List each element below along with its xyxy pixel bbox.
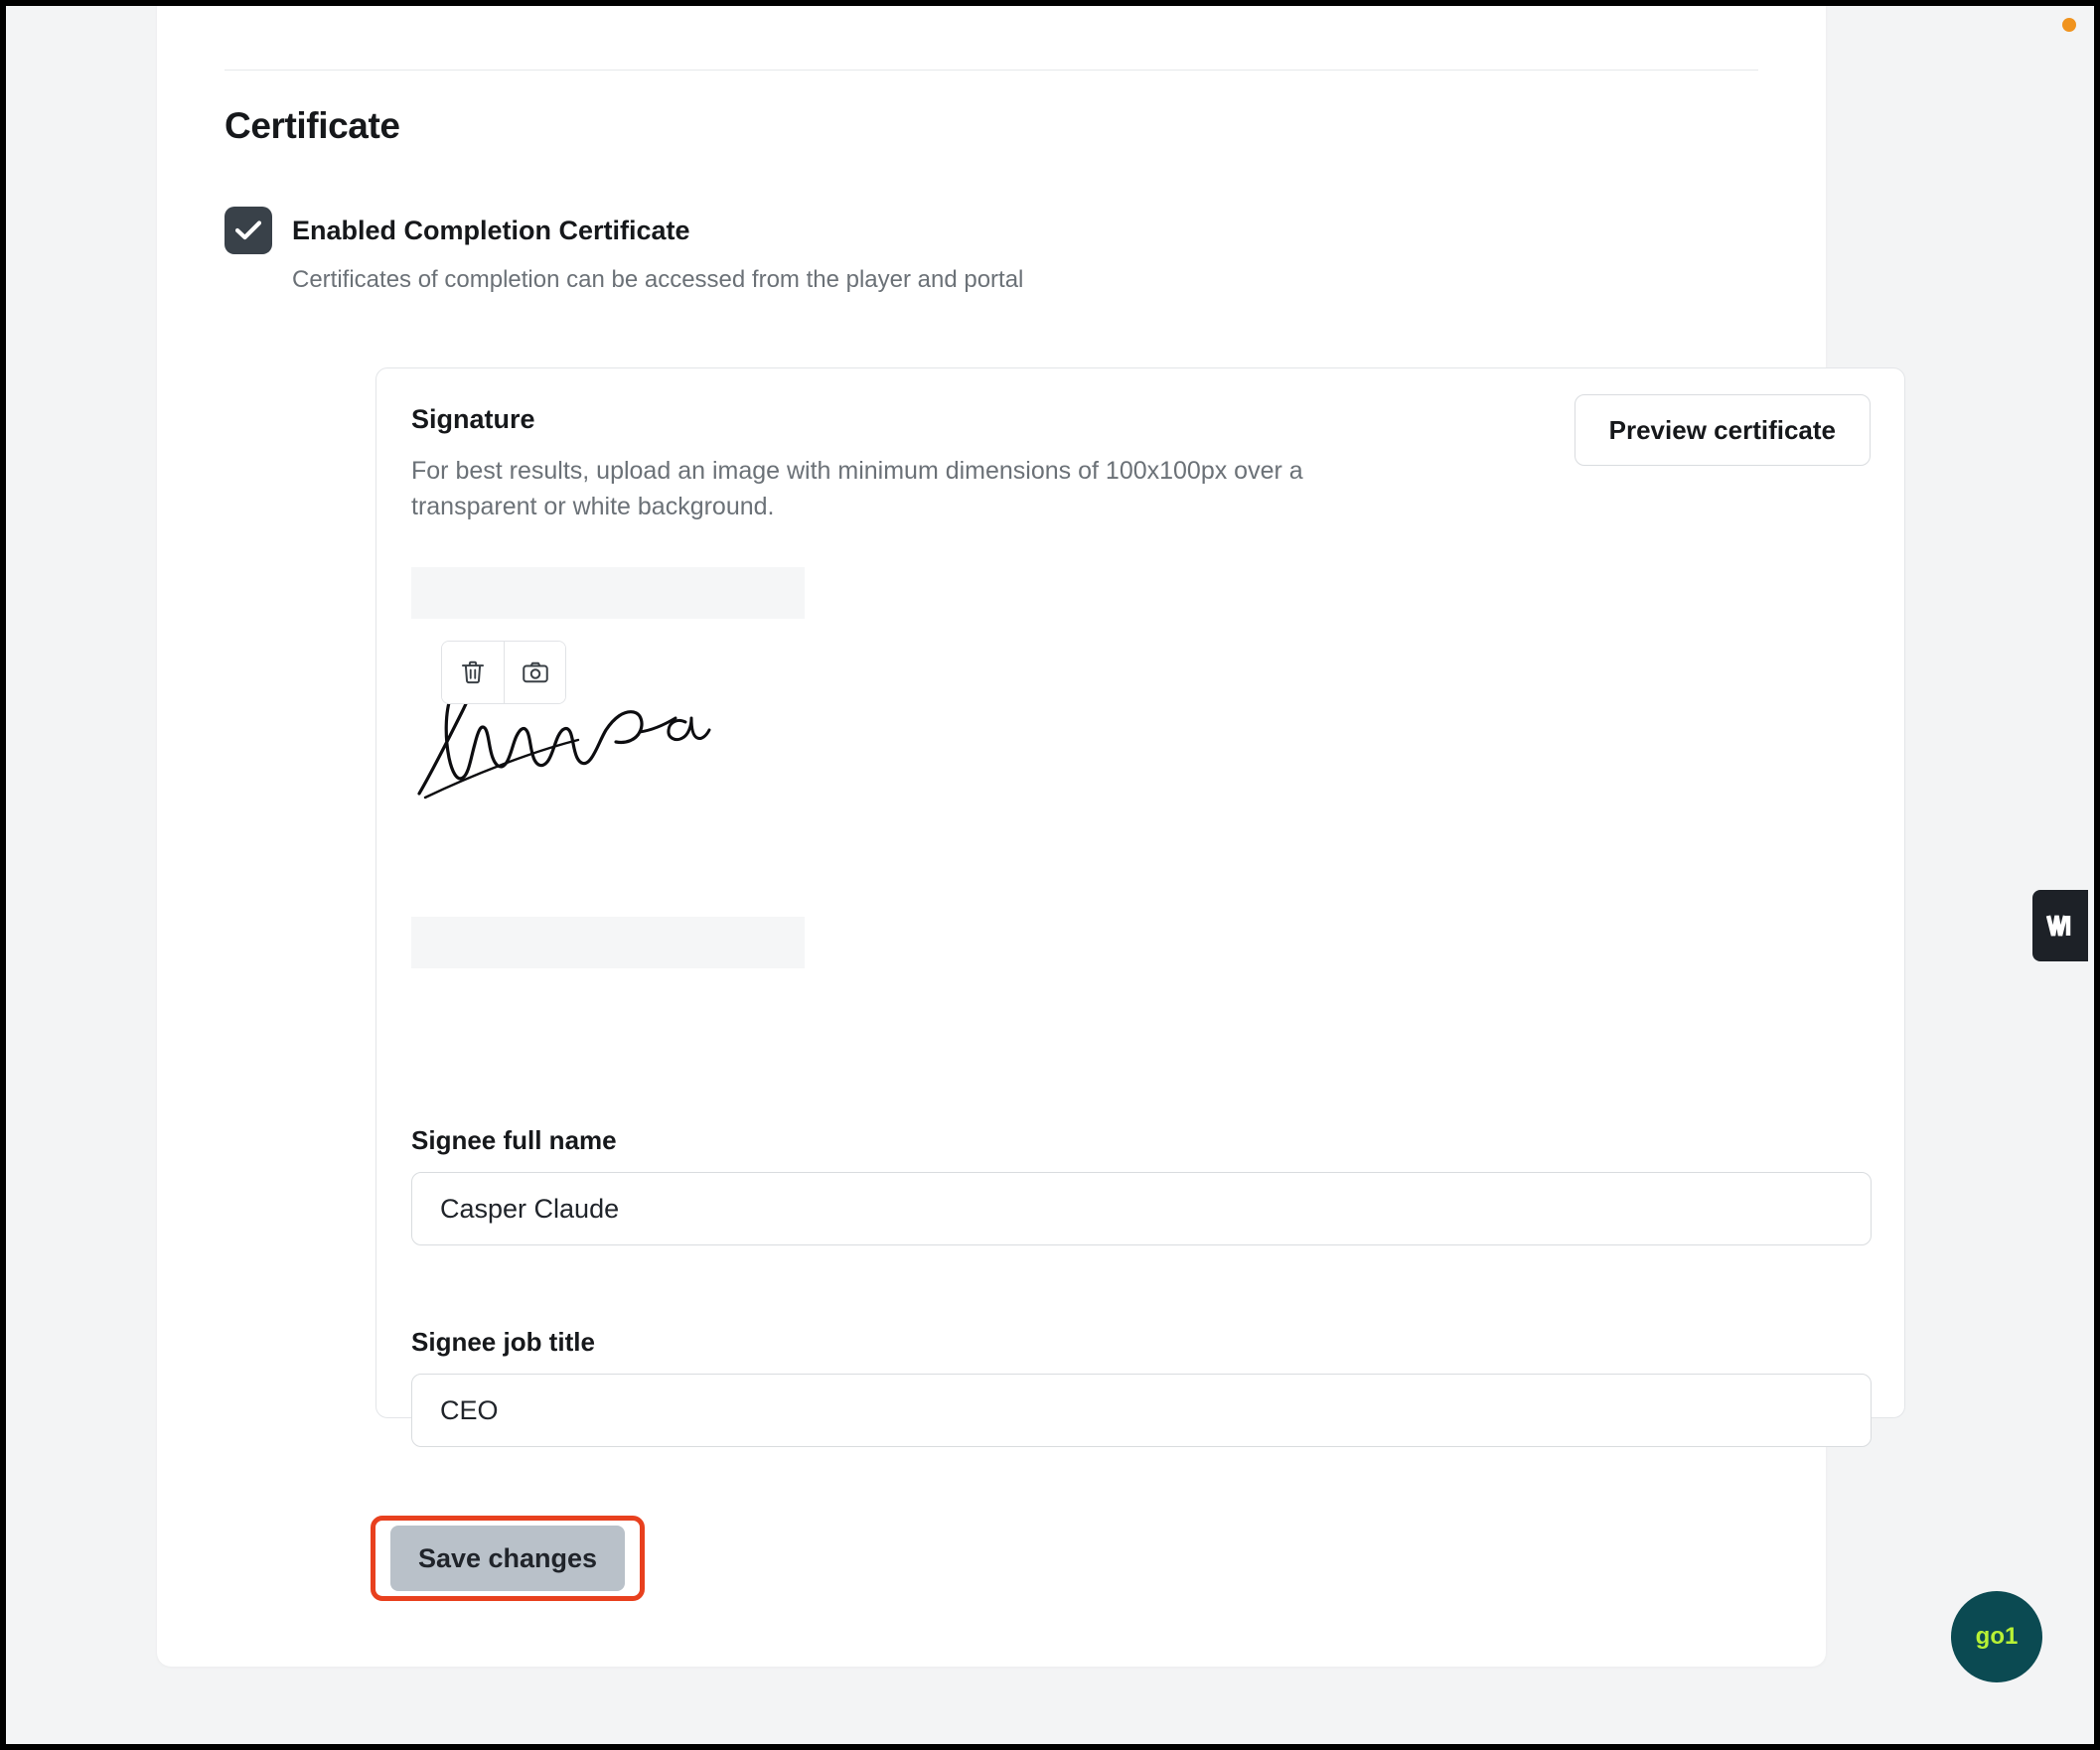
signee-title-input[interactable] [411,1374,1872,1447]
notification-dot [2062,18,2076,32]
support-chat-bubble[interactable]: go1 [1951,1591,2042,1682]
signature-toolbar [441,641,566,704]
signee-name-field [411,1125,1872,1245]
signature-panel [375,367,1905,1418]
signature-image-area [411,619,805,917]
signee-name-label: Signee full name [411,1125,617,1155]
signature-placeholder-strip-bottom [411,917,805,968]
signee-title-label: Signee job title [411,1327,595,1357]
camera-icon [521,657,550,687]
upload-signature-button[interactable] [504,642,565,703]
section-divider [225,70,1758,71]
certificate-toggle-description: Certificates of completion can be accessed from the player and portal [292,266,1024,293]
trash-icon [458,657,488,687]
certificate-toggle-row[interactable] [225,207,1023,296]
certificate-toggle-label: Enabled Completion Certificate [292,216,690,245]
save-button-highlight [371,1516,645,1601]
side-widget-tab[interactable] [2032,890,2088,961]
signee-title-field [411,1327,1872,1447]
signee-name-input[interactable] [411,1172,1872,1245]
enable-certificate-checkbox[interactable] [225,207,272,254]
signature-placeholder-strip-top [411,567,805,619]
signature-title: Signature [411,404,535,434]
save-changes-button[interactable]: Save changes [390,1526,625,1591]
preview-certificate-button[interactable]: Preview certificate [1575,394,1871,466]
delete-signature-button[interactable] [442,642,504,703]
page-title: Certificate [225,105,400,146]
settings-card [157,0,1836,1667]
certificate-toggle-text [292,207,1023,296]
signature-help-text: For best results, upload an image with minimum dimensions of 100x100px over a transparent or white background. [411,457,1303,520]
w-logo-icon [2045,913,2075,939]
check-icon [235,220,261,240]
signature-preview [411,567,805,917]
